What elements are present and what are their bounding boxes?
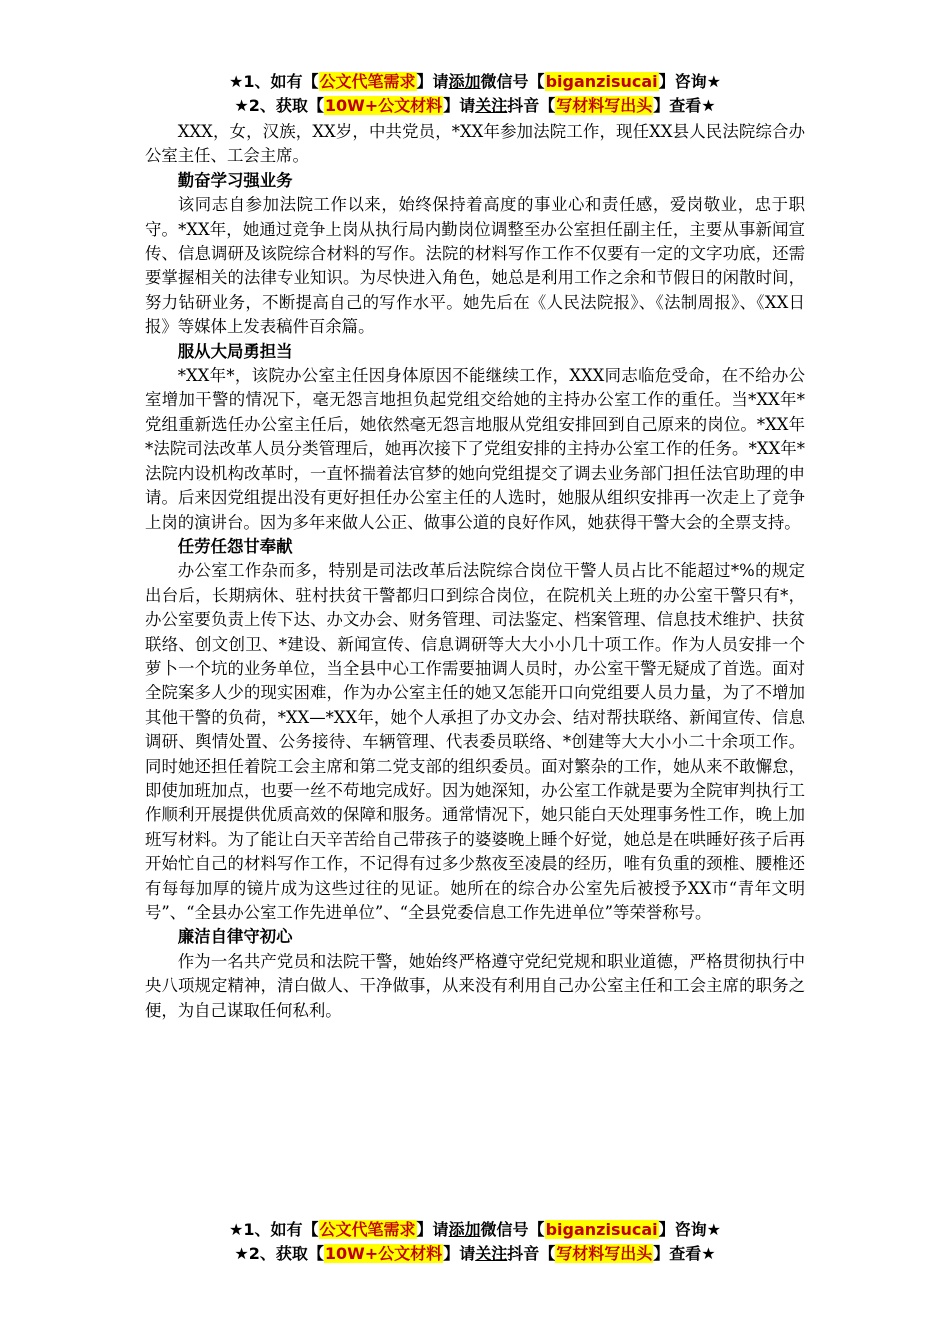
banner-text: 】请 <box>443 96 476 115</box>
banner-underlined: 关注 <box>475 96 508 115</box>
section-heading: 勤奋学习强业务 <box>177 170 293 190</box>
banner-text: 】请 <box>416 1220 449 1239</box>
banner-highlight: 写材料写出头 <box>556 1244 653 1263</box>
banner-text: ★2、获取【 <box>234 1244 324 1263</box>
body-paragraph: 办公室工作杂而多，特别是司法改革后法院综合岗位干警人员占比不能超过*%的规定出台后，长期病休、驻村扶贫干警都归口到综合岗位，在院机关上班的办公室干警只有*，办公室要负责上传下达、办文办会、财务管理、司法鉴定、档案管理、信息技术维护、扶贫联络、创文创卫、*建设、新闻宣传、信息调研等大大小小几十项工作。作为人员安排一个萝卜一个坑的业务单位，当全县中心工作需要抽调人员时，办公室干警无疑成了首选。面对全院案多人少的现实困难，作为办公室主任的她又怎能开口向党组要人员力量，为了不增加其他干警的负荷，*XX—*XX年，她个人承担了办文办会、结对帮扶联络、新闻宣传、信息调研、舆情处置、公务接待、车辆管理、代表委员联络、*创建等大大小小二十余项工作。同时她还担任着院工会主席和第二党支部的组织委员。面对繁杂的工作，她从来不敢懈怠，即使加班加点，也要一丝不苟地完成好。因为她深知，办公室工作就是要为全院审判执行工作顺利开展提供优质高效的保障和服务。通常情况下，她只能白天处理事务性工作，晚上加班写材料。为了能让白天辛苦给自己带孩子的婆婆晚上睡个好觉，她总是在哄睡好孩子后再开始忙自己的材料写作工作，不记得有过多少熬夜至凌晨的经历，唯有负重的颈椎、腰椎还有每每加厚的镜片成为这些过往的见证。她所在的综合办公室先后被授予XX市“青年文明号”、“全县办公室工作先进单位”、“全县党委信息工作先进单位”等荣誉称号。 <box>145 561 805 922</box>
banner-text: 】查看★ <box>653 96 716 115</box>
banner-highlight: 10W+公文材料 <box>324 96 443 115</box>
banner-highlight: biganzisucai <box>545 72 658 91</box>
banner-text: 】请 <box>443 1244 476 1263</box>
banner-highlight: 10W+公文材料 <box>324 1244 443 1263</box>
footer-banner-line-2 <box>145 1242 805 1266</box>
section-heading: 廉洁自律守初心 <box>177 927 293 947</box>
banner-underlined: 添加 <box>448 1220 481 1239</box>
banner-text: 】咨询★ <box>658 1220 721 1239</box>
banner-highlight: biganzisucai <box>545 1220 658 1239</box>
banner-text: 微信号【 <box>480 72 545 91</box>
body-paragraph: *XX年*，该院办公室主任因身体原因不能继续工作，XXX同志临危受命，在不给办公室增加干警的情况下，毫无怨言地担负起党组交给她的主持办公室工作的重任。当*XX年*党组重新选任办公室主任后，她依然毫无怨言地服从党组安排回到自己原来的岗位。*XX年*法院司法改革人员分类管理后，她再次接下了党组安排的主持办公室工作的任务。*XX年*法院内设机构改革时，一直怀揣着法官梦的她向党组提交了调去业务部门担任法官助理的申请。后来因党组提出没有更好担任办公室主任的人选时，她服从组织安排再一次走上了竞争上岗的演讲台。因为多年来做人公正、做事公道的良好作风，她获得干警大会的全票支持。 <box>145 366 805 532</box>
header-banner-line-1 <box>145 70 805 94</box>
banner-text: 】查看★ <box>653 1244 716 1263</box>
banner-text: 微信号【 <box>480 1220 545 1239</box>
banner-text: 】请 <box>416 72 449 91</box>
banner-text: 抖音【 <box>507 1244 556 1263</box>
banner-text: ★2、获取【 <box>234 96 324 115</box>
banner-highlight: 公文代笔需求 <box>319 1220 416 1239</box>
body-paragraph: 作为一名共产党员和法院干警，她始终严格遵守党纪党规和职业道德，严格贯彻执行中央八项规定精神，清白做人、干净做事，从来没有利用自己办公室主任和工会主席的职务之便，为自己谋取任何私利。 <box>145 951 805 1020</box>
banner-highlight: 公文代笔需求 <box>319 72 416 91</box>
banner-underlined: 添加 <box>448 72 481 91</box>
document-body <box>145 120 805 1023</box>
banner-text: ★1、如有【 <box>229 1220 319 1239</box>
banner-text: ★1、如有【 <box>229 72 319 91</box>
section-heading: 任劳任怨甘奉献 <box>177 536 293 556</box>
intro-paragraph: XXX，女，汉族，XX岁，中共党员，*XX年参加法院工作，现任XX县人民法院综合办公室主任、工会主席。 <box>145 122 805 166</box>
section-heading: 服从大局勇担当 <box>177 341 293 361</box>
banner-text: 抖音【 <box>507 96 556 115</box>
header-banner-line-2 <box>145 94 805 118</box>
banner-text: 】咨询★ <box>658 72 721 91</box>
banner-underlined: 关注 <box>475 1244 508 1263</box>
body-paragraph: 该同志自参加法院工作以来，始终保持着高度的事业心和责任感，爱岗敬业，忠于职守。*XX年，她通过竞争上岗从执行局内勤岗位调整至办公室担任副主任，主要从事新闻宣传、信息调研及该院综合材料的写作。法院的材料写作工作不仅要有一定的文字功底，还需要掌握相关的法律专业知识。为尽快进入角色，她总是利用工作之余和节假日的闲散时间，努力钻研业务，不断提高自己的写作水平。她先后在《人民法院报》、《法制周报》、《XX日报》等媒体上发表稿件百余篇。 <box>145 195 805 337</box>
banner-highlight: 写材料写出头 <box>556 96 653 115</box>
footer-banner-line-1 <box>145 1218 805 1242</box>
